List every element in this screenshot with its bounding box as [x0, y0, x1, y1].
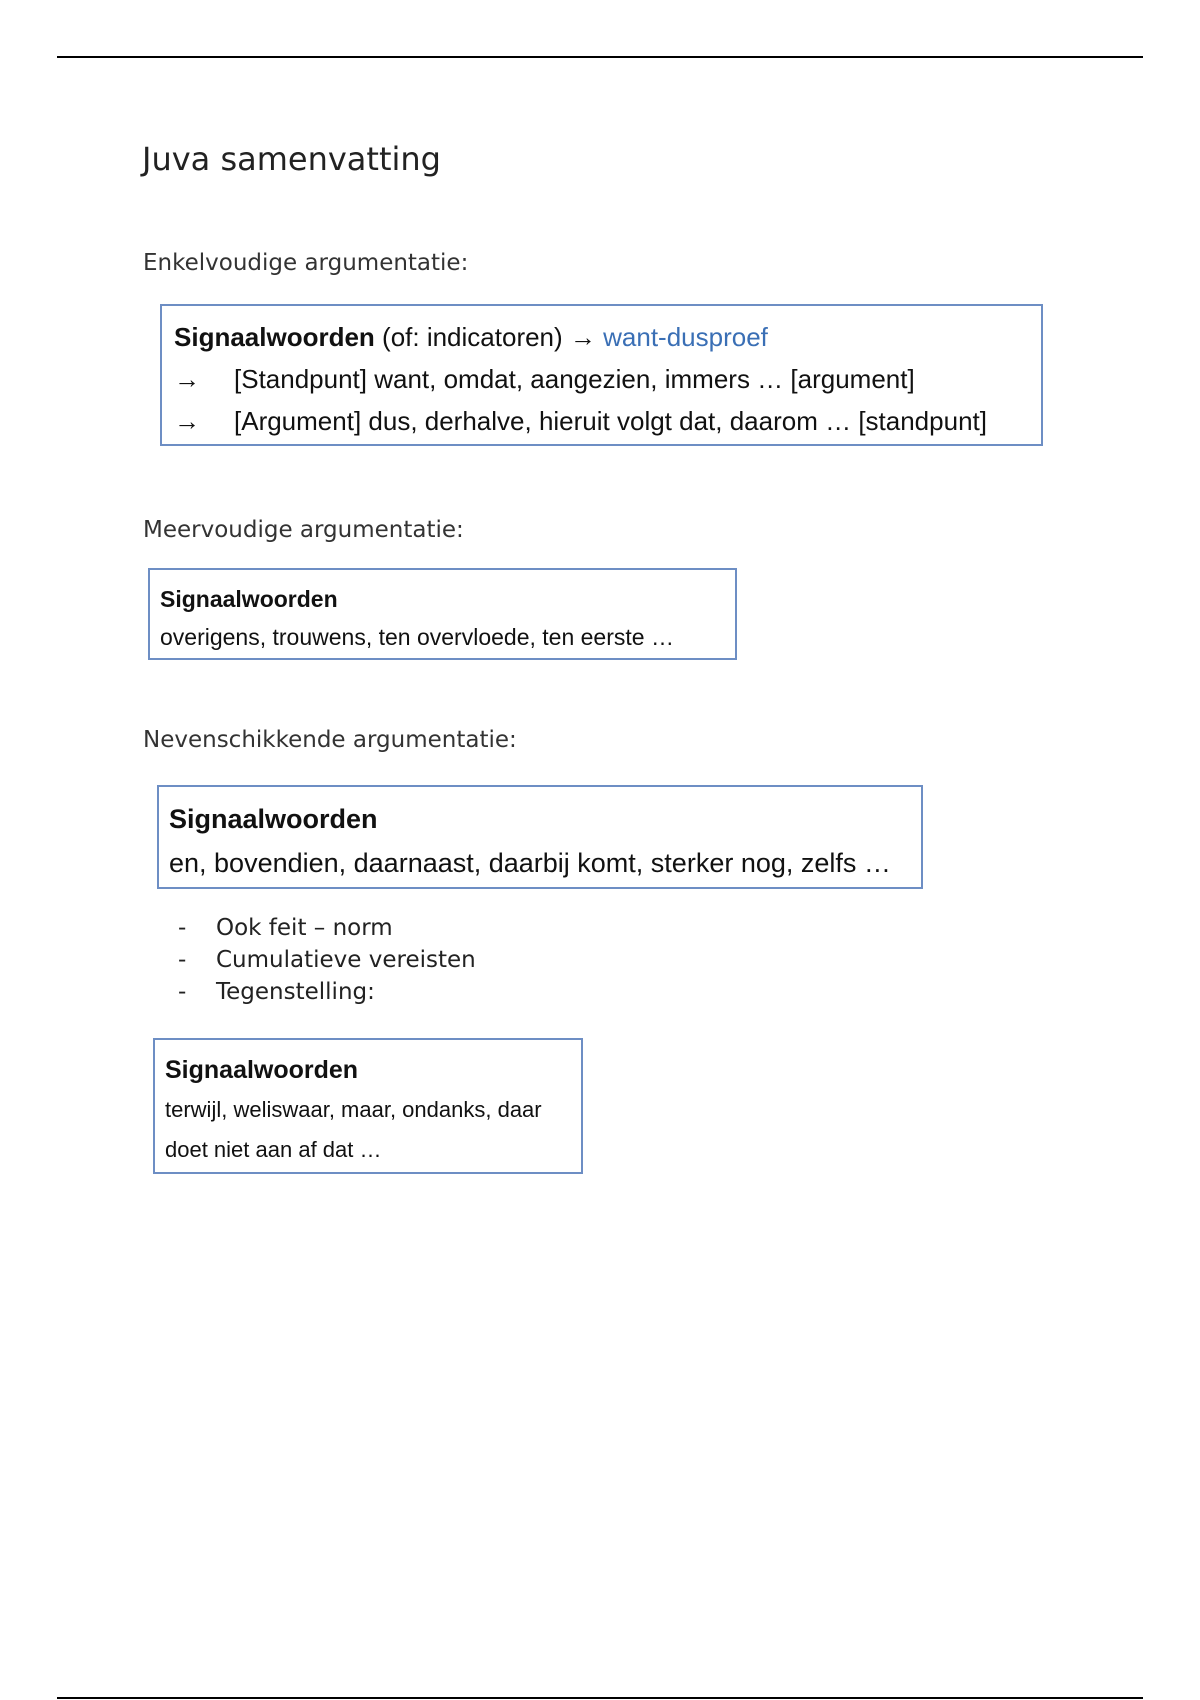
box-line: overigens, trouwens, ten overvloede, ten eerste … — [160, 624, 674, 650]
bullet-dash: - — [178, 979, 187, 1005]
box-line: en, bovendien, daarnaast, daarbij komt, sterker nog, zelfs … — [169, 848, 891, 878]
section-label-nevenschikkend: Nevenschikkende argumentatie: — [143, 727, 517, 753]
box-heading-bold: Signaalwoorden — [174, 322, 375, 352]
box-line-argument — [174, 400, 1029, 442]
list-item-text: Ook feit – norm — [216, 915, 393, 941]
arrow-right-icon: → — [174, 364, 200, 394]
box-heading-bold: Signaalwoorden — [169, 804, 378, 834]
list-item — [178, 944, 476, 976]
box-heading — [174, 316, 1029, 358]
box-heading — [169, 797, 911, 841]
bottom-rule — [57, 1697, 1143, 1699]
section-label-enkelvoudig: Enkelvoudige argumentatie: — [143, 250, 469, 276]
box-line-standpunt — [174, 358, 1029, 400]
top-rule — [57, 56, 1143, 58]
line-standpunt-text: [Standpunt] want, omdat, aangezien, immers … [argument] — [234, 364, 915, 394]
box-heading — [160, 580, 725, 618]
bullet-list — [178, 912, 476, 1008]
list-item — [178, 912, 476, 944]
list-item-text: Cumulatieve vereisten — [216, 947, 476, 973]
box-heading — [165, 1050, 571, 1090]
section-label-meervoudig: Meervoudige argumentatie: — [143, 517, 464, 543]
box-heading-rest: (of: indicatoren) → — [374, 322, 604, 352]
box-heading-bold: Signaalwoorden — [160, 586, 338, 612]
bullet-dash: - — [178, 947, 187, 973]
bullet-dash: - — [178, 915, 187, 941]
signal-words-box-enkelvoudig — [160, 304, 1043, 446]
signal-words-box-meervoudig — [148, 568, 737, 660]
signal-words-box-tegenstelling — [153, 1038, 583, 1174]
list-item-text: Tegenstelling: — [216, 979, 375, 1005]
box-line: terwijl, weliswaar, maar, ondanks, daar — [165, 1097, 542, 1122]
line-argument-text: [Argument] dus, derhalve, hieruit volgt dat, daarom … [standpunt] — [234, 406, 987, 436]
box-line: doet niet aan af dat … — [165, 1137, 382, 1162]
want-dusproef-link[interactable]: want-dusproef — [603, 322, 768, 352]
box-heading-bold: Signaalwoorden — [165, 1056, 359, 1084]
arrow-right-icon: → — [174, 406, 200, 436]
page-title: Juva samenvatting — [142, 140, 441, 178]
signal-words-box-nevenschikkend — [157, 785, 923, 889]
list-item — [178, 976, 476, 1008]
